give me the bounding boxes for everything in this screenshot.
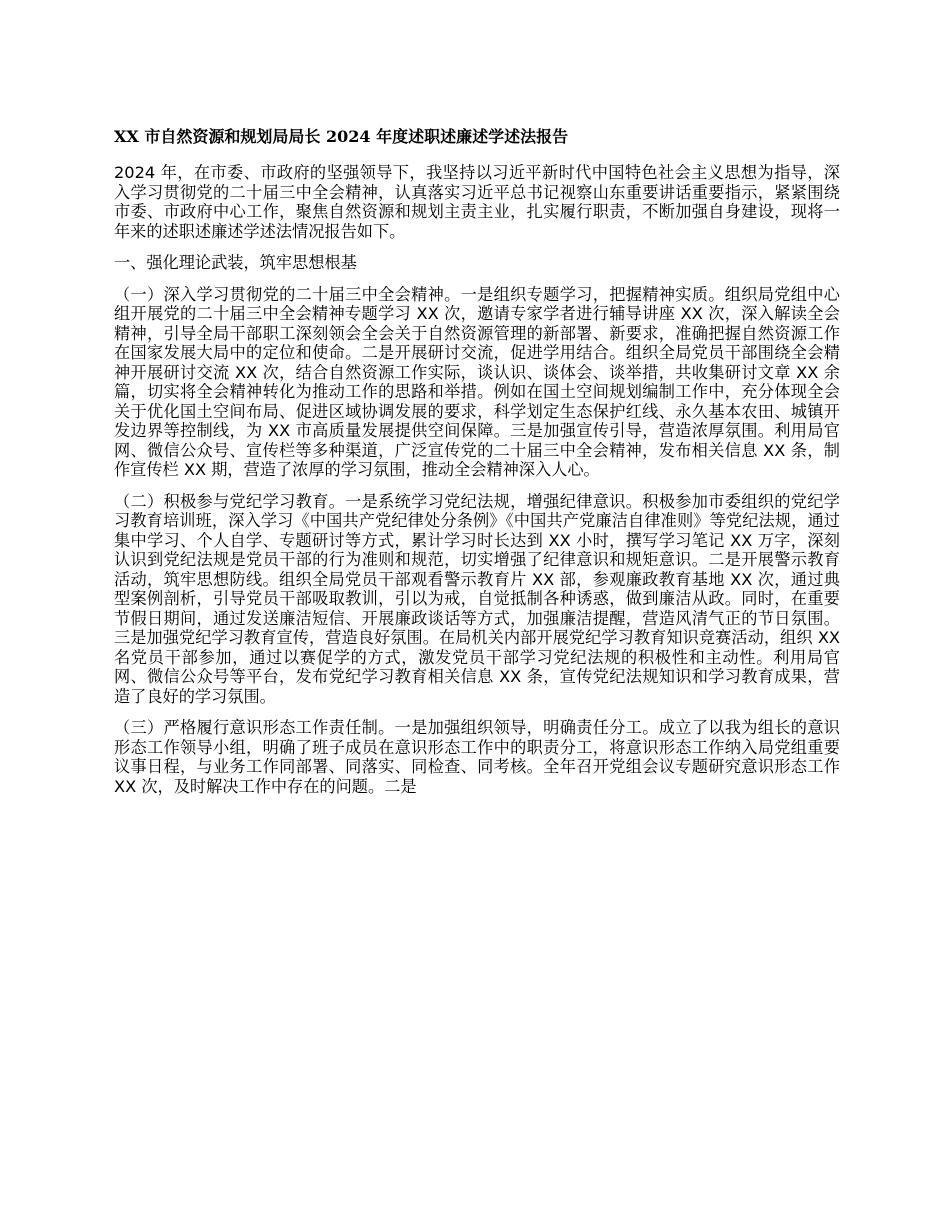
document-page <box>114 125 840 808</box>
paragraph-3: （三）严格履行意识形态工作责任制。一是加强组织领导，明确责任分工。成立了以我为组长的意识形态工作领导小组，明确了班子成员在意识形态工作中的职责分工，将意识形态工作纳入局党组重要议事日程，与业务工作同部署、同落实、同检查、同考核。全年召开党组会议专题研究意识形态工作 XX 次，及时解决工作中存在的问题。二是 <box>114 718 840 796</box>
paragraph-2: （二）积极参与党纪学习教育。一是系统学习党纪法规，增强纪律意识。积极参加市委组织的党纪学习教育培训班，深入学习《中国共产党纪律处分条例》《中国共产党廉洁自律准则》等党纪法规，通过集中学习、个人自学、专题研讨等方式，累计学习时长达到 XX 小时，撰写学习笔记 XX 万字，深刻认识到党纪法规是党员干部的行为准则和规范，切实增强了纪律意识和规矩意识。二是开展警示教育活动，筑牢思想防线。组织全局党员干部观看警示教育片 XX 部，参观廉政教育基地 XX 次，通过典型案例剖析，引导党员干部吸取教训，引以为戒，自觉抵制各种诱惑，做到廉洁从政。同时，在重要节假日期间，通过发送廉洁短信、开展廉政谈话等方式，加强廉洁提醒，营造风清气正的节日氛围。三是加强党纪学习教育宣传，营造良好氛围。在局机关内部开展党纪学习教育知识竞赛活动，组织 XX 名党员干部参加，通过以赛促学的方式，激发党员干部学习党纪法规的积极性和主动性。利用局官网、微信公众号等平台，发布党纪学习教育相关信息 XX 条，宣传党纪法规知识和学习教育成果，营造了良好的学习氛围。 <box>114 491 840 706</box>
intro-paragraph: 2024 年，在市委、市政府的坚强领导下，我坚持以习近平新时代中国特色社会主义思想为指导，深入学习贯彻党的二十届三中全会精神，认真落实习近平总书记视察山东重要讲话重要指示，紧紧围绕市委、市政府中心工作，聚焦自然资源和规划主责主业，扎实履行职责，不断加强自身建设，现将一年来的述职述廉述学述法情况报告如下。 <box>114 163 840 241</box>
section-heading-1: 一、强化理论武装，筑牢思想根基 <box>114 253 357 272</box>
paragraph-1: （一）深入学习贯彻党的二十届三中全会精神。一是组织专题学习，把握精神实质。组织局党组中心组开展党的二十届三中全会精神专题学习 XX 次，邀请专家学者进行辅导讲座 XX 次，深入解读全会精神，引导全局干部职工深刻领会全会关于自然资源管理的新部署、新要求，准确把握自然资源工作在国家发展大局中的定位和使命。二是开展研讨交流，促进学用结合。组织全局党员干部围绕全会精神开展研讨交流 XX 次，结合自然资源工作实际，谈认识、谈体会、谈举措，共收集研讨文章 XX 余篇，切实将全会精神转化为推动工作的思路和举措。例如在国土空间规划编制工作中，充分体现全会关于优化国土空间布局、促进区域协调发展的要求，科学划定生态保护红线、永久基本农田、城镇开发边界等控制线，为 XX 市高质量发展提供空间保障。三是加强宣传引导，营造浓厚氛围。利用局官网、微信公众号、宣传栏等多种渠道，广泛宣传党的二十届三中全会精神，发布相关信息 XX 条，制作宣传栏 XX 期，营造了浓厚的学习氛围，推动全会精神深入人心。 <box>114 284 840 479</box>
document-title: XX 市自然资源和规划局局长 2024 年度述职述廉述学述法报告 <box>114 127 569 146</box>
